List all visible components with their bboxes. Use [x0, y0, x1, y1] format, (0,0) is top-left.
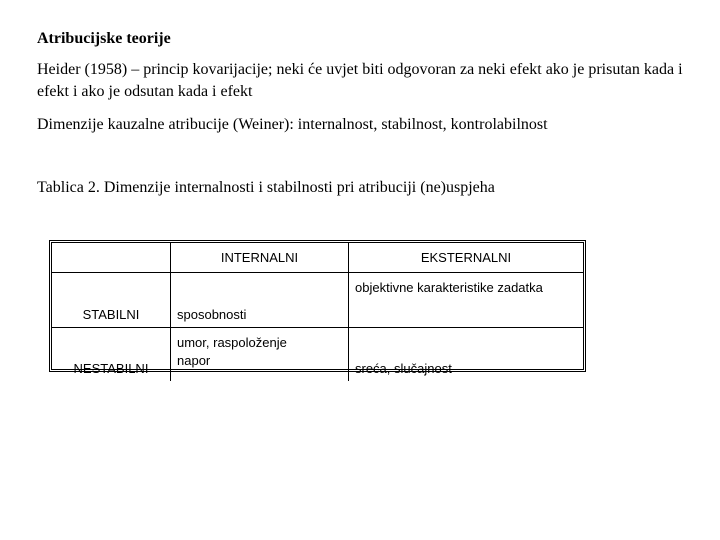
cell-unstable-external: sreća, slučajnost	[349, 328, 584, 382]
row-label-unstable: NESTABILNI	[52, 328, 171, 382]
table-row	[52, 273, 583, 328]
cell-stable-internal: sposobnosti	[171, 273, 349, 328]
attribution-table	[49, 240, 586, 376]
cell-line: napor	[177, 353, 211, 368]
table-caption: Tablica 2. Dimenzije internalnosti i stabilnosti pri atribuciji (ne)uspjeha	[37, 179, 495, 196]
header-internal: INTERNALNI	[171, 243, 349, 273]
row-label-stable: STABILNI	[52, 273, 171, 328]
paragraph-heider: Heider (1958) – princip kovarijacije; neki će uvjet biti odgovoran za neki efekt ako je prisutan kada i efekt i ako je odsutan kada i efekt	[37, 61, 683, 100]
header-external: EKSTERNALNI	[349, 243, 584, 273]
table-row	[52, 328, 583, 382]
cell-unstable-internal	[171, 328, 349, 382]
paragraph-weiner: Dimenzije kauzalne atribucije (Weiner): internalnost, stabilnost, kontrolabilnost	[37, 116, 548, 133]
cell-stable-external: objektivne karakteristike zadatka	[349, 273, 584, 328]
cell-line: umor, raspoloženje	[177, 335, 287, 350]
heading: Atribucijske teorije	[37, 30, 171, 47]
header-empty	[52, 243, 171, 273]
table-header-row	[52, 243, 583, 273]
